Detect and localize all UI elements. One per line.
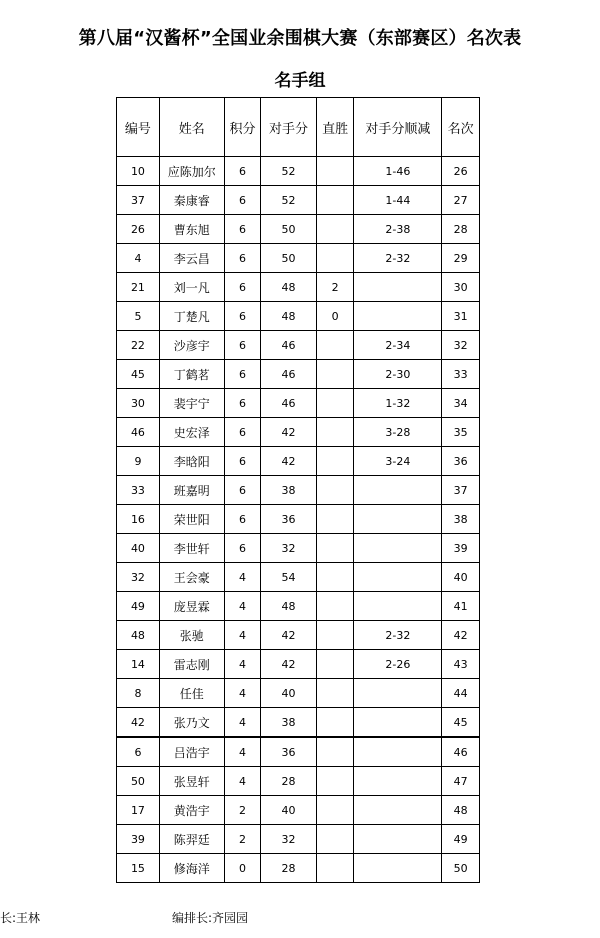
cell-score: 4 <box>224 563 261 592</box>
cell-head-to-head <box>316 650 354 679</box>
cell-number: 33 <box>117 476 160 505</box>
cell-number: 16 <box>117 505 160 534</box>
cell-number: 22 <box>117 331 160 360</box>
cell-opponent-score: 42 <box>261 621 316 650</box>
table-body <box>117 157 480 883</box>
cell-head-to-head <box>316 534 354 563</box>
cell-number: 46 <box>117 418 160 447</box>
cell-opponent-score: 40 <box>261 796 316 825</box>
cell-opponent-score: 32 <box>261 534 316 563</box>
table-row <box>117 563 480 592</box>
cell-rank: 34 <box>442 389 480 418</box>
cell-rank: 27 <box>442 186 480 215</box>
header-rank: 名次 <box>442 98 480 157</box>
cell-opponent-score: 50 <box>261 244 316 273</box>
header-score: 积分 <box>224 98 261 157</box>
cell-rank: 39 <box>442 534 480 563</box>
cell-score: 6 <box>224 447 261 476</box>
table-row <box>117 244 480 273</box>
cell-name: 李世轩 <box>159 534 224 563</box>
cell-score: 6 <box>224 331 261 360</box>
cell-name: 丁鹤茗 <box>159 360 224 389</box>
cell-name: 班嘉明 <box>159 476 224 505</box>
cell-score: 4 <box>224 767 261 796</box>
header-opponent-decrement: 对手分顺减 <box>354 98 442 157</box>
table-row <box>117 534 480 563</box>
header-name: 姓名 <box>159 98 224 157</box>
cell-name: 张驰 <box>159 621 224 650</box>
cell-score: 4 <box>224 679 261 708</box>
cell-opponent-score: 28 <box>261 854 316 883</box>
cell-name: 刘一凡 <box>159 273 224 302</box>
cell-number: 42 <box>117 708 160 738</box>
cell-name: 陈羿廷 <box>159 825 224 854</box>
cell-rank: 44 <box>442 679 480 708</box>
cell-rank: 29 <box>442 244 480 273</box>
cell-number: 49 <box>117 592 160 621</box>
cell-head-to-head <box>316 244 354 273</box>
cell-name: 曹东旭 <box>159 215 224 244</box>
cell-opponent-score: 48 <box>261 273 316 302</box>
cell-rank: 33 <box>442 360 480 389</box>
cell-head-to-head <box>316 389 354 418</box>
cell-opponent-decrement: 2-32 <box>354 244 442 273</box>
table-row <box>117 331 480 360</box>
cell-opponent-score: 46 <box>261 389 316 418</box>
footer-chief: 长:王林 <box>0 911 41 925</box>
cell-opponent-decrement <box>354 708 442 738</box>
cell-opponent-decrement: 2-38 <box>354 215 442 244</box>
footer-scheduler: 编排长:齐园园 <box>172 911 249 925</box>
cell-number: 8 <box>117 679 160 708</box>
cell-head-to-head <box>316 796 354 825</box>
cell-head-to-head <box>316 592 354 621</box>
group-subtitle: 名手组 <box>274 71 326 91</box>
table-row <box>117 767 480 796</box>
table-row <box>117 505 480 534</box>
cell-score: 2 <box>224 796 261 825</box>
cell-rank: 49 <box>442 825 480 854</box>
cell-score: 6 <box>224 186 261 215</box>
cell-number: 37 <box>117 186 160 215</box>
cell-opponent-score: 50 <box>261 215 316 244</box>
table-row <box>117 679 480 708</box>
cell-number: 17 <box>117 796 160 825</box>
cell-rank: 31 <box>442 302 480 331</box>
cell-rank: 47 <box>442 767 480 796</box>
cell-score: 6 <box>224 157 261 186</box>
table-row <box>117 708 480 738</box>
cell-score: 6 <box>224 244 261 273</box>
cell-name: 庞昱霖 <box>159 592 224 621</box>
cell-opponent-score: 40 <box>261 679 316 708</box>
cell-name: 修海洋 <box>159 854 224 883</box>
table-row <box>117 650 480 679</box>
cell-name: 荣世阳 <box>159 505 224 534</box>
cell-opponent-decrement <box>354 825 442 854</box>
cell-opponent-score: 48 <box>261 302 316 331</box>
cell-score: 6 <box>224 476 261 505</box>
cell-name: 秦康睿 <box>159 186 224 215</box>
cell-opponent-decrement: 2-32 <box>354 621 442 650</box>
cell-opponent-decrement: 2-30 <box>354 360 442 389</box>
table-row <box>117 592 480 621</box>
cell-opponent-score: 52 <box>261 157 316 186</box>
cell-rank: 38 <box>442 505 480 534</box>
cell-head-to-head <box>316 186 354 215</box>
cell-score: 4 <box>224 737 261 767</box>
header-number: 编号 <box>117 98 160 157</box>
cell-opponent-score: 42 <box>261 418 316 447</box>
ranking-table <box>116 97 480 883</box>
cell-head-to-head <box>316 621 354 650</box>
cell-head-to-head <box>316 331 354 360</box>
cell-opponent-score: 48 <box>261 592 316 621</box>
cell-opponent-score: 36 <box>261 737 316 767</box>
cell-number: 5 <box>117 302 160 331</box>
cell-head-to-head <box>316 505 354 534</box>
document-title: 第八届“汉酱杯”全国业余围棋大赛（东部赛区）名次表 <box>78 28 522 49</box>
cell-score: 6 <box>224 273 261 302</box>
cell-head-to-head <box>316 215 354 244</box>
cell-number: 30 <box>117 389 160 418</box>
cell-score: 6 <box>224 534 261 563</box>
table-row <box>117 215 480 244</box>
cell-rank: 36 <box>442 447 480 476</box>
cell-number: 26 <box>117 215 160 244</box>
cell-name: 王会豪 <box>159 563 224 592</box>
cell-name: 雷志刚 <box>159 650 224 679</box>
cell-rank: 40 <box>442 563 480 592</box>
cell-head-to-head <box>316 563 354 592</box>
cell-opponent-decrement <box>354 273 442 302</box>
cell-number: 21 <box>117 273 160 302</box>
cell-opponent-decrement <box>354 737 442 767</box>
cell-name: 沙彦宇 <box>159 331 224 360</box>
cell-rank: 45 <box>442 708 480 738</box>
cell-opponent-decrement: 1-46 <box>354 157 442 186</box>
cell-score: 4 <box>224 708 261 738</box>
cell-number: 32 <box>117 563 160 592</box>
cell-opponent-decrement <box>354 505 442 534</box>
cell-name: 吕浩宇 <box>159 737 224 767</box>
cell-opponent-decrement: 3-28 <box>354 418 442 447</box>
cell-number: 40 <box>117 534 160 563</box>
cell-head-to-head <box>316 418 354 447</box>
cell-opponent-decrement: 2-26 <box>354 650 442 679</box>
table-row <box>117 360 480 389</box>
table-row <box>117 854 480 883</box>
cell-rank: 28 <box>442 215 480 244</box>
cell-opponent-score: 38 <box>261 708 316 738</box>
cell-number: 14 <box>117 650 160 679</box>
cell-rank: 48 <box>442 796 480 825</box>
cell-opponent-decrement <box>354 679 442 708</box>
cell-opponent-decrement <box>354 302 442 331</box>
cell-score: 4 <box>224 650 261 679</box>
table-row <box>117 621 480 650</box>
cell-rank: 32 <box>442 331 480 360</box>
cell-rank: 46 <box>442 737 480 767</box>
cell-score: 6 <box>224 360 261 389</box>
cell-rank: 37 <box>442 476 480 505</box>
cell-opponent-score: 32 <box>261 825 316 854</box>
cell-rank: 35 <box>442 418 480 447</box>
table-row <box>117 796 480 825</box>
table-header-row <box>117 98 480 157</box>
cell-name: 丁楚凡 <box>159 302 224 331</box>
cell-head-to-head <box>316 476 354 505</box>
cell-opponent-decrement <box>354 767 442 796</box>
header-head-to-head: 直胜 <box>316 98 354 157</box>
cell-number: 6 <box>117 737 160 767</box>
cell-head-to-head <box>316 825 354 854</box>
cell-head-to-head <box>316 737 354 767</box>
table-row <box>117 302 480 331</box>
cell-score: 6 <box>224 505 261 534</box>
cell-name: 史宏泽 <box>159 418 224 447</box>
table-row <box>117 157 480 186</box>
cell-head-to-head <box>316 157 354 186</box>
cell-head-to-head: 2 <box>316 273 354 302</box>
cell-score: 2 <box>224 825 261 854</box>
cell-number: 10 <box>117 157 160 186</box>
cell-opponent-decrement: 3-24 <box>354 447 442 476</box>
cell-opponent-score: 52 <box>261 186 316 215</box>
cell-score: 6 <box>224 215 261 244</box>
table-row <box>117 737 480 767</box>
cell-number: 9 <box>117 447 160 476</box>
cell-head-to-head <box>316 854 354 883</box>
table-row <box>117 476 480 505</box>
cell-opponent-decrement: 1-44 <box>354 186 442 215</box>
cell-rank: 30 <box>442 273 480 302</box>
header-opponent-score: 对手分 <box>261 98 316 157</box>
cell-opponent-score: 46 <box>261 360 316 389</box>
cell-rank: 26 <box>442 157 480 186</box>
cell-opponent-decrement: 2-34 <box>354 331 442 360</box>
cell-rank: 42 <box>442 621 480 650</box>
cell-opponent-decrement <box>354 854 442 883</box>
cell-rank: 41 <box>442 592 480 621</box>
cell-name: 张乃文 <box>159 708 224 738</box>
cell-name: 应陈加尔 <box>159 157 224 186</box>
cell-score: 6 <box>224 418 261 447</box>
cell-name: 任佳 <box>159 679 224 708</box>
cell-rank: 50 <box>442 854 480 883</box>
cell-score: 6 <box>224 302 261 331</box>
cell-name: 李晗阳 <box>159 447 224 476</box>
cell-opponent-score: 28 <box>261 767 316 796</box>
cell-head-to-head: 0 <box>316 302 354 331</box>
cell-name: 裴宇宁 <box>159 389 224 418</box>
table-row <box>117 389 480 418</box>
cell-opponent-decrement: 1-32 <box>354 389 442 418</box>
cell-opponent-score: 42 <box>261 447 316 476</box>
cell-score: 4 <box>224 592 261 621</box>
cell-score: 6 <box>224 389 261 418</box>
cell-number: 39 <box>117 825 160 854</box>
cell-number: 48 <box>117 621 160 650</box>
table-row <box>117 186 480 215</box>
cell-head-to-head <box>316 767 354 796</box>
cell-opponent-score: 54 <box>261 563 316 592</box>
cell-head-to-head <box>316 447 354 476</box>
cell-number: 50 <box>117 767 160 796</box>
cell-head-to-head <box>316 360 354 389</box>
cell-opponent-score: 36 <box>261 505 316 534</box>
cell-opponent-decrement <box>354 796 442 825</box>
table-row <box>117 825 480 854</box>
cell-opponent-score: 38 <box>261 476 316 505</box>
cell-head-to-head <box>316 708 354 738</box>
cell-score: 4 <box>224 621 261 650</box>
cell-opponent-score: 42 <box>261 650 316 679</box>
cell-number: 4 <box>117 244 160 273</box>
cell-score: 0 <box>224 854 261 883</box>
table-row <box>117 447 480 476</box>
cell-opponent-decrement <box>354 534 442 563</box>
cell-rank: 43 <box>442 650 480 679</box>
cell-head-to-head <box>316 679 354 708</box>
table-row <box>117 418 480 447</box>
cell-name: 黄浩宇 <box>159 796 224 825</box>
cell-number: 45 <box>117 360 160 389</box>
cell-name: 张昱轩 <box>159 767 224 796</box>
table-row <box>117 273 480 302</box>
cell-number: 15 <box>117 854 160 883</box>
cell-opponent-decrement <box>354 563 442 592</box>
cell-opponent-decrement <box>354 476 442 505</box>
cell-opponent-score: 46 <box>261 331 316 360</box>
cell-name: 李云昌 <box>159 244 224 273</box>
cell-opponent-decrement <box>354 592 442 621</box>
